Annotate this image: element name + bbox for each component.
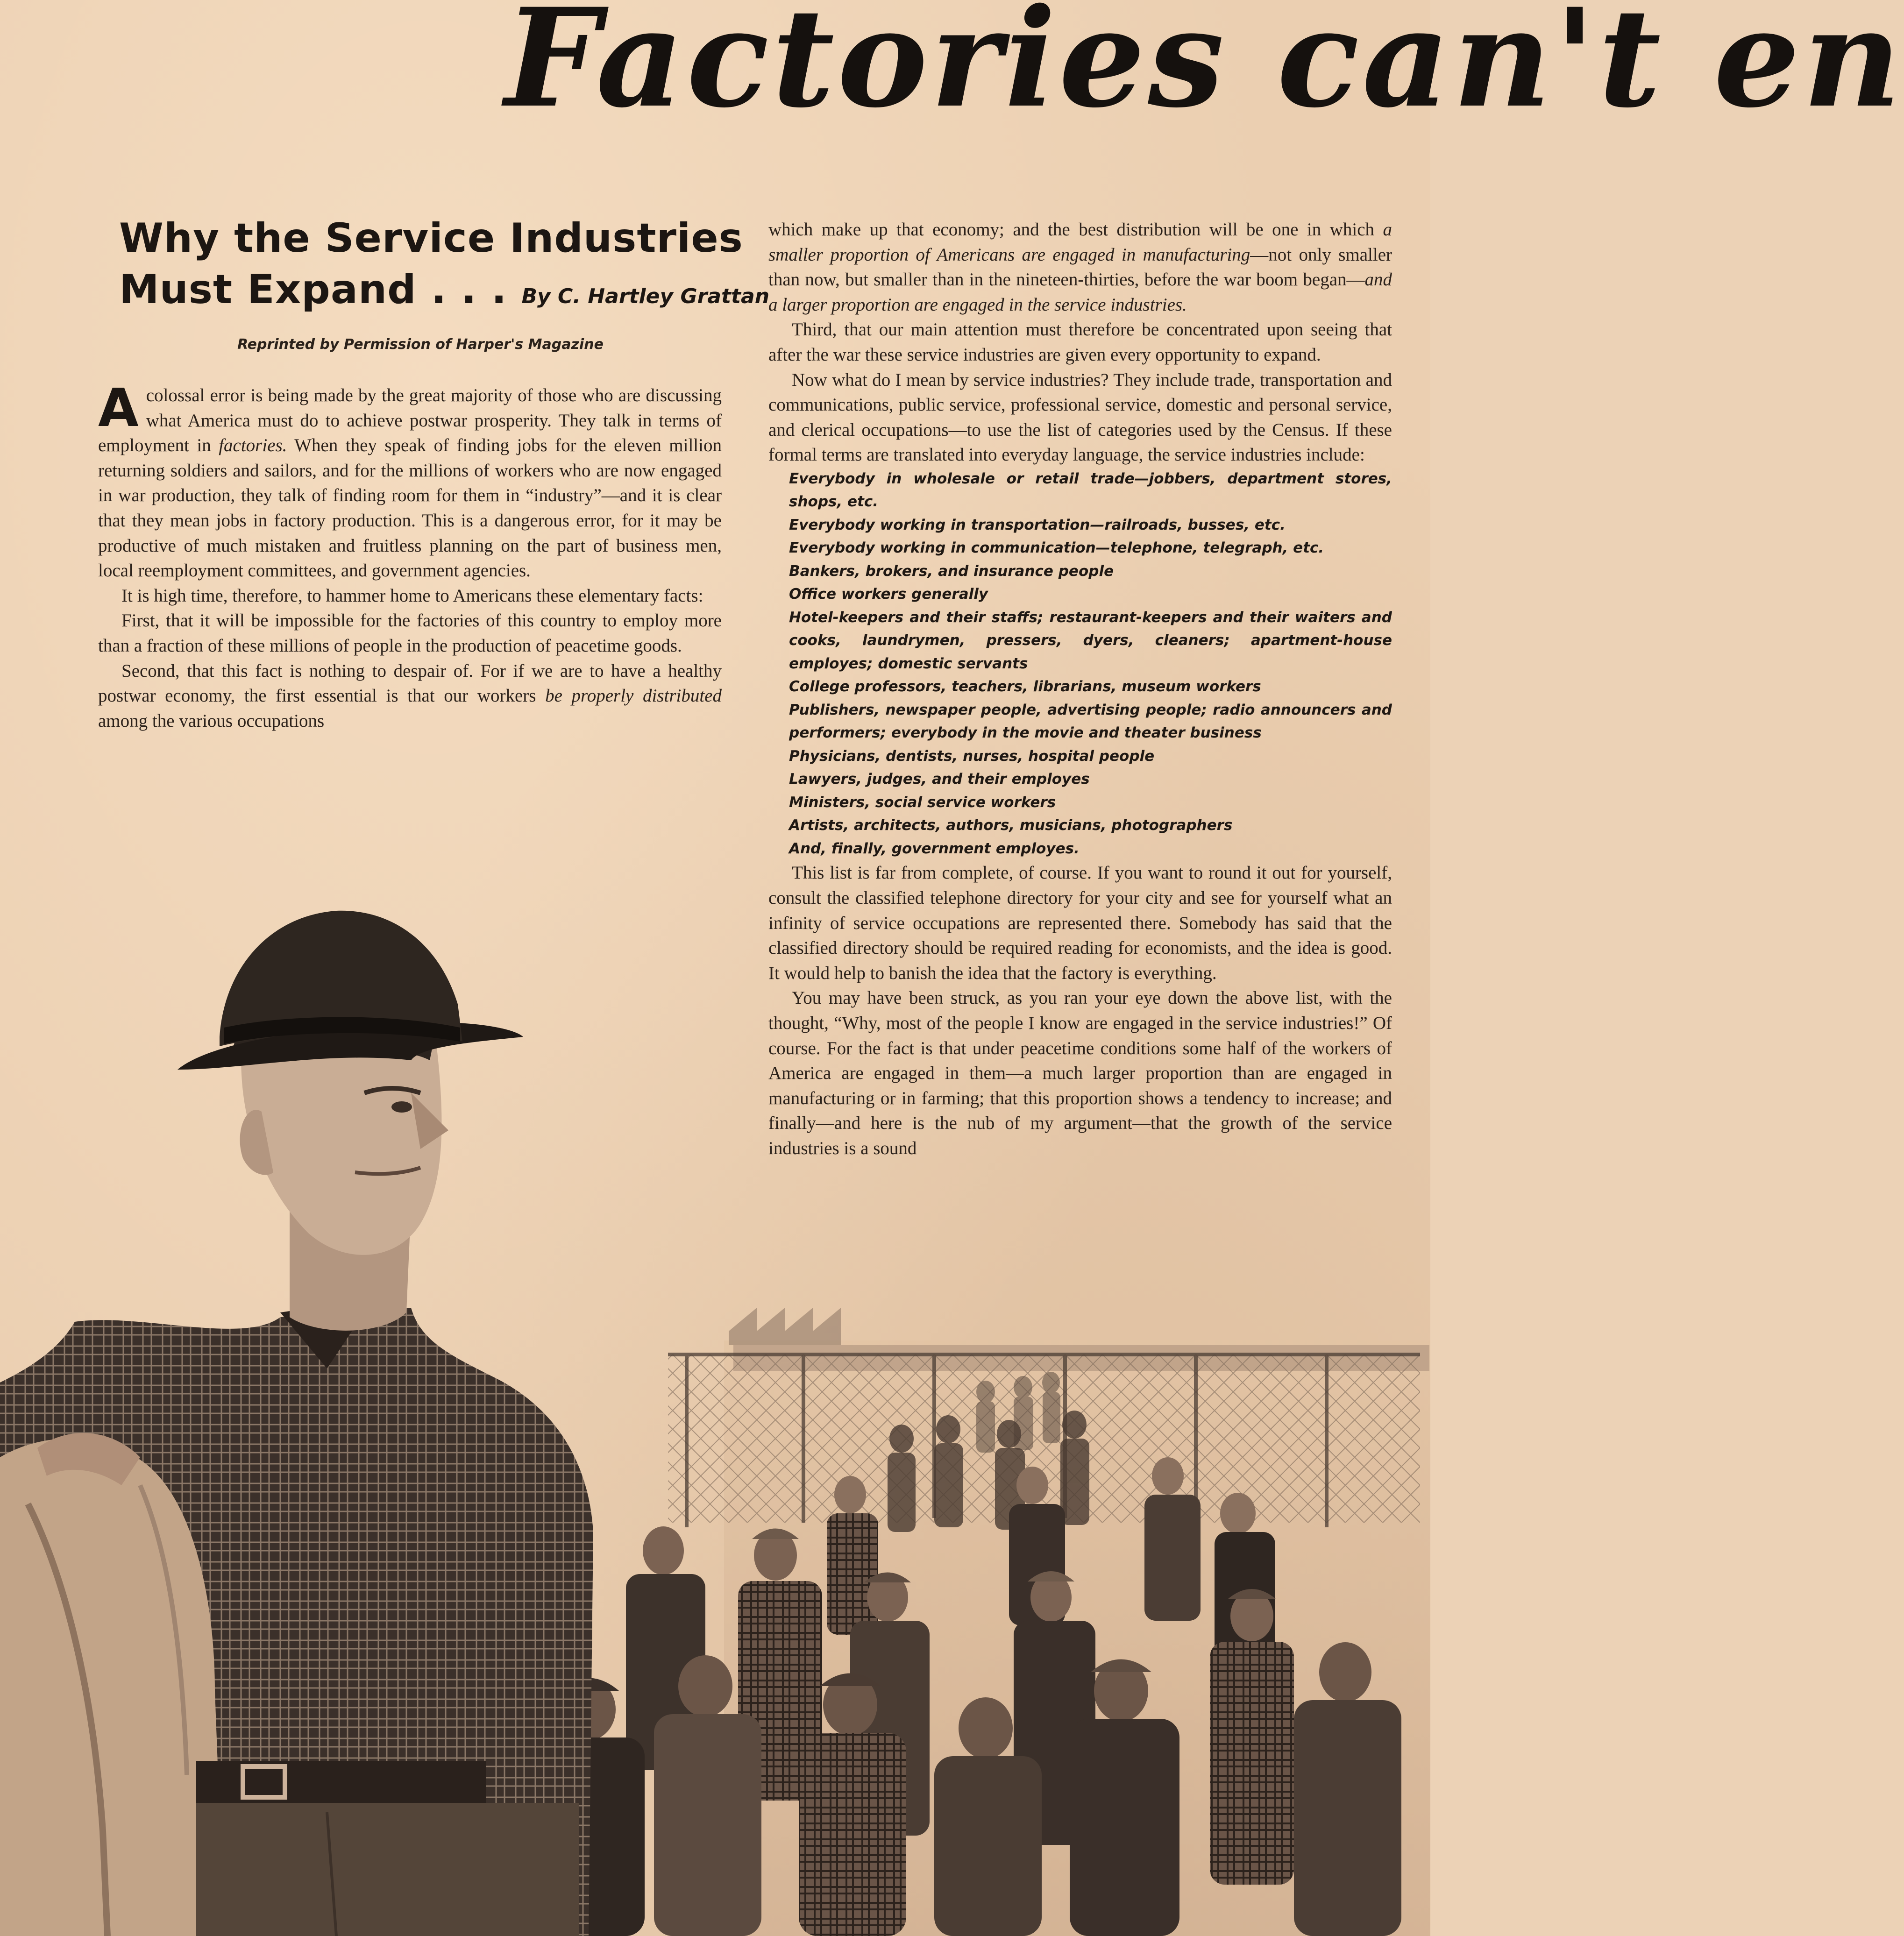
list-item: Publishers, newspaper people, advertising people; radio announcers and performers; everybody in the movie and theater business [789,701,1392,742]
headline-line-2 [119,264,770,322]
list-item: Physicians, dentists, nurses, hospital people [789,747,1155,765]
list-item: Everybody in wholesale or retail trade—jobbers, department stores, shops, etc. [789,470,1392,511]
paragraph-4-emphasis: be properly distributed [545,686,722,706]
paragraph-5-text-b: —not only smaller than now, but smaller than in the nineteen-thirties, before the war boom began— [768,244,1392,290]
paragraph-2: It is high time, therefore, to hammer home to Americans these elementary facts: [121,585,703,606]
paragraph-7: Now what do I mean by service industries? They include trade, transportation and communications, public service, professional service, domestic and personal service, and clerical occupations—to use the list of categories used by the Census. If these formal terms are translated into everyday language, the service industries include: [768,369,1392,465]
reprint-credit: Reprinted by Permission of Harper's Magazine [237,336,604,353]
paragraph-4-text: Second, that this fact is nothing to despair of. For if we are to have a healthy postwar economy, the first essential is that our workers [98,660,722,706]
paragraph-5-emphasis-2: and a larger proportion are engaged in the service industries. [768,269,1392,315]
paragraph-1-rest: When they speak of finding jobs for the eleven million returning soldiers and sailors, and for the millions of workers who are now engaged in war production, they talk of finding room for them in “industry”—and it is clear that they mean jobs in factory production. This is a dangerous error, for it may be productive of much mistaken and fruitless planning on the part of business men, local reemployment committees, and government agencies. [98,435,722,581]
service-industries-list [768,468,1392,861]
list-item: Lawyers, judges, and their employes [789,771,1090,788]
man-in-hat-illustration [0,911,593,1936]
list-item: Bankers, brokers, and insurance people [789,562,1114,580]
paragraph-5-emphasis-1: a smaller proportion of Americans are engaged in manufacturing [768,220,1392,265]
list-item: And, finally, government employes. [789,840,1080,857]
paragraph-1-emphasis: factories. [219,435,287,456]
paragraph-4 [98,659,722,734]
drop-cap: A [98,378,139,439]
left-column [98,378,722,733]
paragraph-4-rest: among the various occupations [98,710,325,731]
headline-line-1: Why the Service Industries [119,215,743,262]
byline: By C. Hartley Grattan [521,284,770,308]
list-item: Artists, architects, authors, musicians, photographers [789,817,1233,834]
list-item: Everybody working in communication—telephone, telegraph, etc. [789,539,1324,557]
paragraph-9: You may have been struck, as you ran your eye down the above list, with the thought, “Why, most of the people I know are engaged in the service industries!” Of course. For the fact is that under peacetime conditions some half of the workers of America are engaged in them—a much larger proportion than are engaged in manufacturing or in farming; that this proportion shows a tendency to increase; and finally—and here is the nub of my argument—that the growth of the service industries is a sound [768,988,1392,1158]
paragraph-8: This list is far from complete, of course. If you want to round it out for yourself, consult the classified telephone directory for your city and see for yourself what an infinity of service occupations are represented there. Somebody has said that the classified directory should be required reading for economists, and the idea is good. It would help to banish the idea that the factory is everything. [768,863,1392,983]
article-headline [119,213,770,322]
illustration [0,850,1430,1936]
paragraph-5 [768,217,1392,317]
paragraph-6: Third, that our main attention must therefore be concentrated upon seeing that after the war these service industries are given every opportunity to expand. [768,319,1392,365]
list-item: Office workers generally [789,586,988,603]
headline-line-2-text: Must Expand . . . [119,266,507,313]
paragraph-1 [98,378,722,583]
list-item: Everybody working in transportation—railroads, busses, etc. [789,516,1286,533]
list-item: Hotel-keepers and their staffs; restaurant-keepers and their waiters and cooks, laundrymen, pressers, dyers, cleaners; apartment-house employes; domestic servants [789,609,1392,672]
list-item: Ministers, social service workers [789,794,1056,811]
paragraph-5-text-a: which make up that economy; and the best distribution will be one in which [768,220,1383,240]
list-item: College professors, teachers, librarians, museum workers [789,678,1261,695]
banner-title: Factories can't en [504,0,1904,138]
paragraph-3: First, that it will be impossible for the factories of this country to employ more than a fraction of these millions of people in the production of peacetime goods. [98,610,722,656]
paragraph-1-text: colossal error is being made by the great majority of those who are discussing what America must do to achieve postwar prosperity. They talk in terms of employment in [98,385,722,456]
